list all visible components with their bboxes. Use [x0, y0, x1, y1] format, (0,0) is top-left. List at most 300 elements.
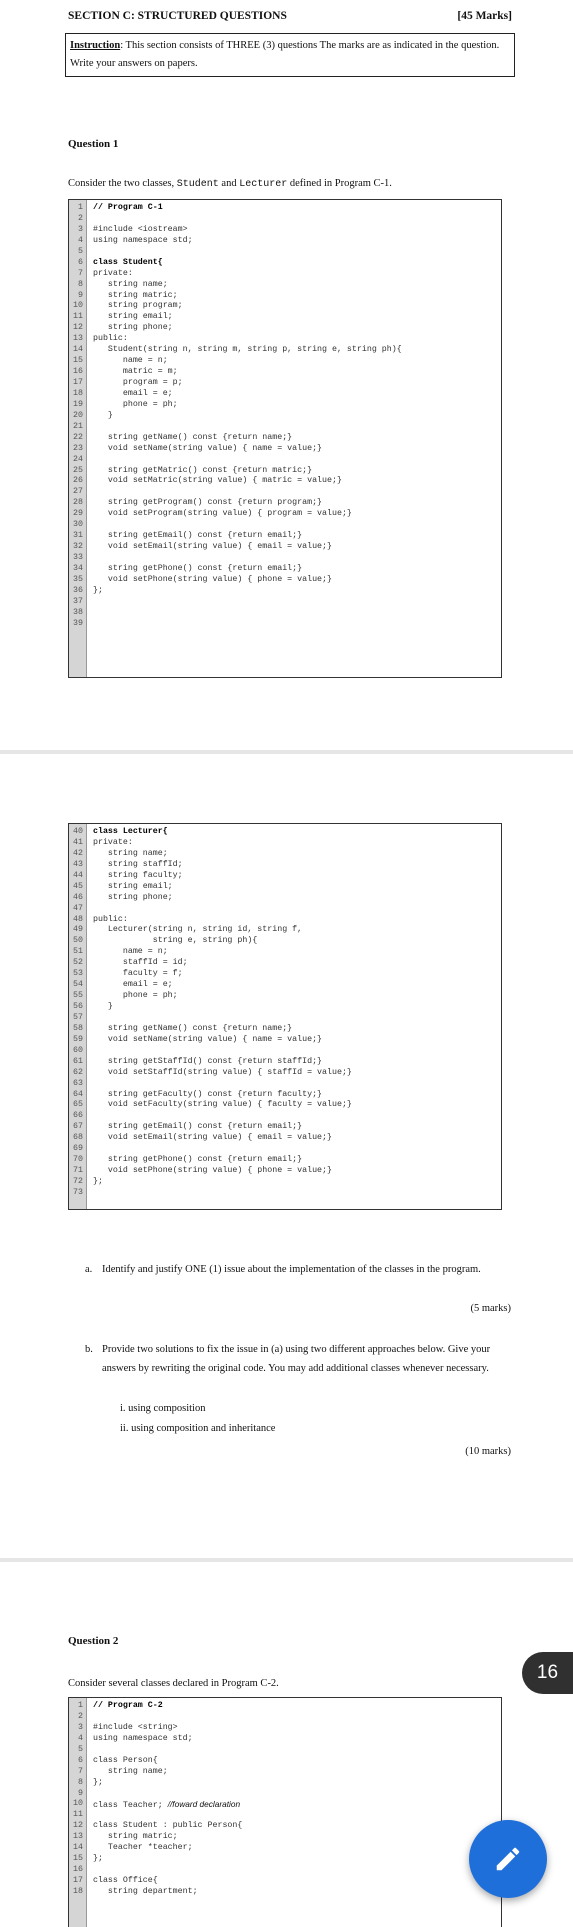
code-line — [69, 1046, 501, 1057]
code-text-content: using namespace std; — [93, 235, 193, 245]
code-line — [69, 422, 501, 433]
code-text-content: string getMatric() const {return matric;} — [93, 465, 313, 475]
code-text-content: // Program C-1 — [93, 203, 163, 212]
code-text — [93, 269, 133, 280]
line-number: 11 — [73, 312, 83, 322]
line-number: 64 — [73, 1089, 83, 1099]
line-number: 45 — [73, 881, 83, 891]
code-text-content: class Teacher; — [93, 1801, 168, 1811]
code-line — [69, 1843, 501, 1854]
code-line — [69, 225, 501, 236]
code-text — [93, 871, 183, 882]
code-text — [93, 980, 173, 991]
code-text — [93, 312, 173, 323]
code-text-content: }; — [93, 1854, 103, 1864]
line-number: 18 — [73, 388, 83, 398]
code-line — [69, 280, 501, 291]
code-text-content: #include <iostream> — [93, 224, 188, 234]
code-text — [93, 925, 302, 936]
code-line — [69, 619, 501, 630]
code-line — [69, 838, 501, 849]
code-text — [93, 1133, 332, 1144]
code-line — [69, 1767, 501, 1778]
pencil-icon — [493, 1844, 523, 1874]
code-text — [93, 301, 183, 312]
code-line — [69, 827, 501, 838]
line-number: 60 — [73, 1045, 83, 1055]
line-number: 13 — [73, 1832, 83, 1842]
code-text-content: class Lecturer{ — [93, 827, 168, 836]
intro-class-student: Student — [176, 179, 219, 190]
code-text-content: Teacher *teacher; — [93, 1843, 193, 1853]
code-line — [69, 1188, 501, 1199]
code-text — [93, 1832, 178, 1843]
code-text — [93, 1887, 198, 1898]
code-text — [93, 1767, 168, 1778]
code-line — [69, 411, 501, 422]
question-1b-text: Provide two solutions to fix the issue in (a) using two different approaches below. Give your answers by rewriting the original code. You may add additional classes whenever necessary. — [102, 1344, 491, 1374]
code-text-content: } — [93, 410, 113, 420]
code-text — [93, 1057, 322, 1068]
line-number: 66 — [73, 1111, 83, 1121]
line-number: 69 — [73, 1144, 83, 1154]
line-number: 71 — [73, 1166, 83, 1176]
code-text — [93, 1100, 352, 1111]
code-text-content: void setStaffId(string value) { staffId = value;} — [93, 1067, 352, 1077]
code-text — [93, 367, 178, 378]
code-text — [93, 1701, 163, 1712]
code-text-content: string getEmail() const {return email;} — [93, 531, 303, 541]
code-line — [69, 893, 501, 904]
question-1a-text: Identify and justify ONE (1) issue about the implementation of the classes in the program. — [102, 1264, 481, 1275]
code-line — [69, 925, 501, 936]
code-text — [93, 1854, 103, 1865]
line-number: 3 — [78, 1722, 83, 1732]
code-text-content: string getPhone() const {return email;} — [93, 563, 303, 573]
code-text — [93, 345, 402, 356]
code-line — [69, 542, 501, 553]
code-line — [69, 1068, 501, 1079]
code-line — [69, 1079, 501, 1090]
code-text — [93, 280, 168, 291]
line-number: 16 — [73, 367, 83, 377]
code-line — [69, 400, 501, 411]
code-text-content: void setMatric(string value) { matric = value;} — [93, 476, 342, 486]
code-text-content: string getFaculty() const {return faculty;} — [93, 1089, 323, 1099]
line-number: 1 — [78, 1701, 83, 1710]
code-text — [93, 498, 322, 509]
code-text — [93, 389, 173, 400]
code-line — [69, 291, 501, 302]
line-number: 57 — [73, 1012, 83, 1022]
code-line — [69, 389, 501, 400]
code-text — [93, 531, 302, 542]
code-text — [93, 334, 128, 345]
line-number: 40 — [73, 827, 83, 836]
line-number: 30 — [73, 520, 83, 530]
code-text-content: string name; — [93, 1766, 168, 1776]
line-number: 6 — [78, 1755, 83, 1765]
code-line — [69, 1865, 501, 1876]
code-line — [69, 476, 501, 487]
code-text — [93, 411, 113, 422]
code-line — [69, 258, 501, 269]
code-line — [69, 1166, 501, 1177]
code-line — [69, 1035, 501, 1046]
line-number: 6 — [78, 257, 83, 267]
code-text-content: class Student{ — [93, 257, 163, 267]
code-line — [69, 433, 501, 444]
code-line — [69, 947, 501, 958]
code-text — [93, 291, 178, 302]
code-line — [69, 882, 501, 893]
line-number: 32 — [73, 542, 83, 552]
line-number: 39 — [73, 618, 83, 628]
line-number: 41 — [73, 837, 83, 847]
code-line — [69, 915, 501, 926]
question-2-intro: Consider several classes declared in Program C-2. — [68, 1678, 279, 1689]
code-line — [69, 564, 501, 575]
code-text — [93, 1821, 242, 1832]
question-1a — [85, 1260, 515, 1300]
line-number: 5 — [78, 1744, 83, 1754]
code-text-content: string email; — [93, 881, 173, 891]
line-number: 56 — [73, 1002, 83, 1011]
line-number: 8 — [78, 1777, 83, 1787]
question-2-title: Question 2 — [68, 1635, 119, 1647]
line-number: 22 — [73, 432, 83, 442]
line-number: 21 — [73, 421, 83, 431]
question-1b — [85, 1340, 515, 1400]
code-line — [69, 1854, 501, 1865]
code-text — [93, 1177, 103, 1188]
code-line — [69, 1122, 501, 1133]
line-number: 3 — [78, 224, 83, 234]
line-number: 46 — [73, 892, 83, 902]
code-text-content: class Person{ — [93, 1755, 158, 1765]
code-line — [69, 1810, 501, 1821]
code-text — [93, 1024, 292, 1035]
code-text-content: private: — [93, 837, 133, 847]
code-text — [93, 509, 352, 520]
code-line — [69, 1799, 501, 1810]
code-text-content: string matric; — [93, 290, 178, 300]
code-line — [69, 487, 501, 498]
code-text-content: name = n; — [93, 947, 168, 957]
code-text-content: phone = ph; — [93, 991, 178, 1001]
code-text-content: public: — [93, 914, 128, 924]
code-text — [93, 225, 188, 236]
code-listing-c1-part2 — [68, 823, 502, 1210]
line-number: 62 — [73, 1067, 83, 1077]
line-number: 53 — [73, 969, 83, 979]
code-text — [93, 1843, 193, 1854]
code-text-content: string email; — [93, 312, 173, 322]
code-text-content: void setProgram(string value) { program = value;} — [93, 509, 352, 519]
code-text-content: }; — [93, 585, 103, 595]
code-listing-c2 — [68, 1697, 502, 1927]
code-text — [93, 849, 168, 860]
line-number: 13 — [73, 334, 83, 344]
question-1a-marks: (5 marks) — [470, 1303, 511, 1314]
line-number: 54 — [73, 980, 83, 990]
code-text — [93, 1876, 158, 1887]
code-text — [93, 860, 183, 871]
code-line — [69, 1024, 501, 1035]
code-text-content: string matric; — [93, 1832, 178, 1842]
line-number: 23 — [73, 443, 83, 453]
code-text-content: program = p; — [93, 378, 183, 387]
line-number: 67 — [73, 1122, 83, 1132]
code-text-content: faculty = f; — [93, 969, 183, 979]
code-text-content: string getName() const {return name;} — [93, 1023, 293, 1033]
section-marks: [45 Marks] — [457, 10, 512, 22]
code-text — [93, 991, 178, 1002]
code-text-content: Lecturer(string n, string id, string f, — [93, 925, 303, 935]
line-number: 7 — [78, 268, 83, 278]
code-text-content: string getStaffId() const {return staffId;} — [93, 1056, 323, 1066]
code-text-content: void setName(string value) { name = value;} — [93, 443, 323, 453]
code-line — [69, 608, 501, 619]
intro-text: Consider the two classes, — [68, 178, 177, 189]
code-text-content: string name; — [93, 279, 168, 289]
line-number: 15 — [73, 356, 83, 366]
code-line — [69, 1057, 501, 1068]
code-text-content: void setEmail(string value) { email = value;} — [93, 1133, 332, 1143]
code-line — [69, 531, 501, 542]
code-line — [69, 203, 501, 214]
code-line — [69, 575, 501, 586]
code-line — [69, 860, 501, 871]
code-line — [69, 1789, 501, 1800]
code-text-content: string staffId; — [93, 859, 183, 869]
code-text-content: public: — [93, 334, 128, 344]
code-text — [93, 323, 173, 334]
line-number: 12 — [73, 323, 83, 333]
line-number: 73 — [73, 1187, 83, 1197]
line-number: 42 — [73, 848, 83, 858]
code-line — [69, 969, 501, 980]
line-number: 68 — [73, 1133, 83, 1143]
code-text-content: // Program C-2 — [93, 1701, 163, 1710]
code-text-content: void setName(string value) { name = value;} — [93, 1034, 323, 1044]
line-number: 14 — [73, 1843, 83, 1853]
code-line — [69, 553, 501, 564]
line-number: 1 — [78, 203, 83, 212]
code-text — [93, 838, 133, 849]
line-number: 17 — [73, 1876, 83, 1885]
code-text — [93, 466, 312, 477]
code-text-content: phone = ph; — [93, 399, 178, 409]
instruction-box — [65, 33, 515, 77]
code-line — [69, 1887, 501, 1898]
code-text-content: string program; — [93, 301, 183, 311]
code-line — [69, 1133, 501, 1144]
line-number: 44 — [73, 870, 83, 880]
code-line — [69, 586, 501, 597]
code-text — [93, 1756, 158, 1767]
code-line — [69, 904, 501, 915]
code-text — [93, 433, 292, 444]
code-text — [93, 1035, 322, 1046]
code-line — [69, 1723, 501, 1734]
code-text — [93, 564, 302, 575]
code-line — [69, 1090, 501, 1101]
code-text — [93, 444, 322, 455]
code-line — [69, 849, 501, 860]
code-line — [69, 509, 501, 520]
code-listing-c1-part1 — [68, 199, 502, 678]
line-number: 14 — [73, 345, 83, 355]
line-number: 28 — [73, 498, 83, 508]
code-line — [69, 520, 501, 531]
code-text — [93, 882, 173, 893]
code-text-content: string phone; — [93, 323, 173, 333]
code-text — [93, 936, 257, 947]
code-line — [69, 871, 501, 882]
code-text-content: string getPhone() const {return email;} — [93, 1155, 303, 1165]
code-comment: //foward declaration — [167, 1799, 241, 1810]
line-number: 15 — [73, 1854, 83, 1864]
code-text — [93, 542, 332, 553]
page-number-badge: 16 — [522, 1652, 573, 1694]
code-text-content: string faculty; — [93, 870, 183, 880]
line-number: 61 — [73, 1056, 83, 1066]
code-text — [93, 586, 103, 597]
line-number: 58 — [73, 1023, 83, 1033]
code-text-content: string name; — [93, 848, 168, 858]
line-number: 35 — [73, 574, 83, 584]
code-text — [93, 1122, 302, 1133]
code-text-content: void setPhone(string value) { phone = value;} — [93, 574, 332, 584]
intro-text: defined in Program C-1. — [287, 178, 392, 189]
code-text — [93, 203, 163, 214]
code-line — [69, 1821, 501, 1832]
code-line — [69, 498, 501, 509]
code-text — [93, 476, 342, 487]
code-line — [69, 597, 501, 608]
code-text — [93, 1734, 193, 1745]
line-number: 19 — [73, 399, 83, 409]
line-number: 70 — [73, 1155, 83, 1165]
section-header — [68, 10, 512, 22]
code-text — [93, 958, 188, 969]
code-line — [69, 1778, 501, 1789]
line-number: 72 — [73, 1177, 83, 1186]
code-line — [69, 1177, 501, 1188]
code-line — [69, 334, 501, 345]
line-number: 50 — [73, 936, 83, 946]
line-number: 59 — [73, 1034, 83, 1044]
line-number: 37 — [73, 596, 83, 606]
code-text — [93, 1166, 332, 1177]
code-text — [93, 1002, 113, 1013]
code-text-content: Student(string n, string m, string p, string e, string ph){ — [93, 345, 402, 355]
code-line — [69, 356, 501, 367]
code-text-content: staffId = id; — [93, 958, 188, 968]
code-text — [93, 1090, 322, 1101]
question-1a-label: a. — [85, 1264, 93, 1275]
question-1-intro — [68, 178, 392, 190]
code-text-content: }; — [93, 1177, 103, 1186]
code-text — [93, 1723, 178, 1734]
line-number: 16 — [73, 1865, 83, 1875]
line-number: 5 — [78, 246, 83, 256]
code-text-content: }; — [93, 1777, 103, 1787]
code-text-content: string phone; — [93, 892, 173, 902]
code-text-content: string department; — [93, 1886, 198, 1896]
line-number: 20 — [73, 410, 83, 420]
code-line — [69, 236, 501, 247]
edit-fab-button[interactable] — [469, 1820, 547, 1898]
code-line — [69, 444, 501, 455]
code-text — [93, 575, 332, 586]
code-line — [69, 1745, 501, 1756]
line-number: 49 — [73, 925, 83, 935]
code-line — [69, 1701, 501, 1712]
line-number: 55 — [73, 991, 83, 1001]
code-text-content: string e, string ph){ — [93, 936, 258, 946]
code-line — [69, 1111, 501, 1122]
line-number: 48 — [73, 914, 83, 924]
line-number: 18 — [73, 1886, 83, 1896]
code-text-content: string getName() const {return name;} — [93, 432, 293, 442]
code-line — [69, 1756, 501, 1767]
line-number: 7 — [78, 1766, 83, 1776]
question-1b-item-ii: ii. using composition and inheritance — [120, 1423, 276, 1434]
line-number: 43 — [73, 859, 83, 869]
code-text — [93, 893, 173, 904]
code-line — [69, 466, 501, 477]
line-number: 26 — [73, 476, 83, 486]
line-number: 38 — [73, 607, 83, 617]
line-number: 9 — [78, 290, 83, 300]
instruction-text: : This section consists of THREE (3) questions The marks are as indicated in the question. Write your answers on papers. — [70, 40, 500, 69]
code-line — [69, 1876, 501, 1887]
line-number: 47 — [73, 903, 83, 913]
code-text — [93, 378, 183, 389]
line-number: 25 — [73, 465, 83, 475]
code-line — [69, 269, 501, 280]
code-text-content: void setPhone(string value) { phone = value;} — [93, 1166, 332, 1176]
line-number: 4 — [78, 235, 83, 245]
line-number: 31 — [73, 531, 83, 541]
code-line — [69, 1734, 501, 1745]
line-number: 8 — [78, 279, 83, 289]
code-line — [69, 323, 501, 334]
line-number: 27 — [73, 487, 83, 497]
code-line — [69, 214, 501, 225]
code-text-content: matric = m; — [93, 367, 178, 377]
line-number: 17 — [73, 378, 83, 387]
line-number: 65 — [73, 1100, 83, 1110]
code-line — [69, 991, 501, 1002]
code-line — [69, 367, 501, 378]
line-number: 9 — [78, 1788, 83, 1798]
code-text — [93, 1155, 302, 1166]
code-text — [93, 947, 168, 958]
code-text — [93, 915, 128, 926]
code-line — [69, 1013, 501, 1024]
code-text-content: void setFaculty(string value) { faculty = value;} — [93, 1100, 352, 1110]
code-text-content: name = n; — [93, 356, 168, 366]
line-number: 36 — [73, 585, 83, 595]
line-number: 10 — [73, 301, 83, 311]
code-text — [93, 236, 193, 247]
line-number: 33 — [73, 553, 83, 562]
code-text — [93, 969, 183, 980]
line-number: 2 — [78, 1711, 83, 1721]
